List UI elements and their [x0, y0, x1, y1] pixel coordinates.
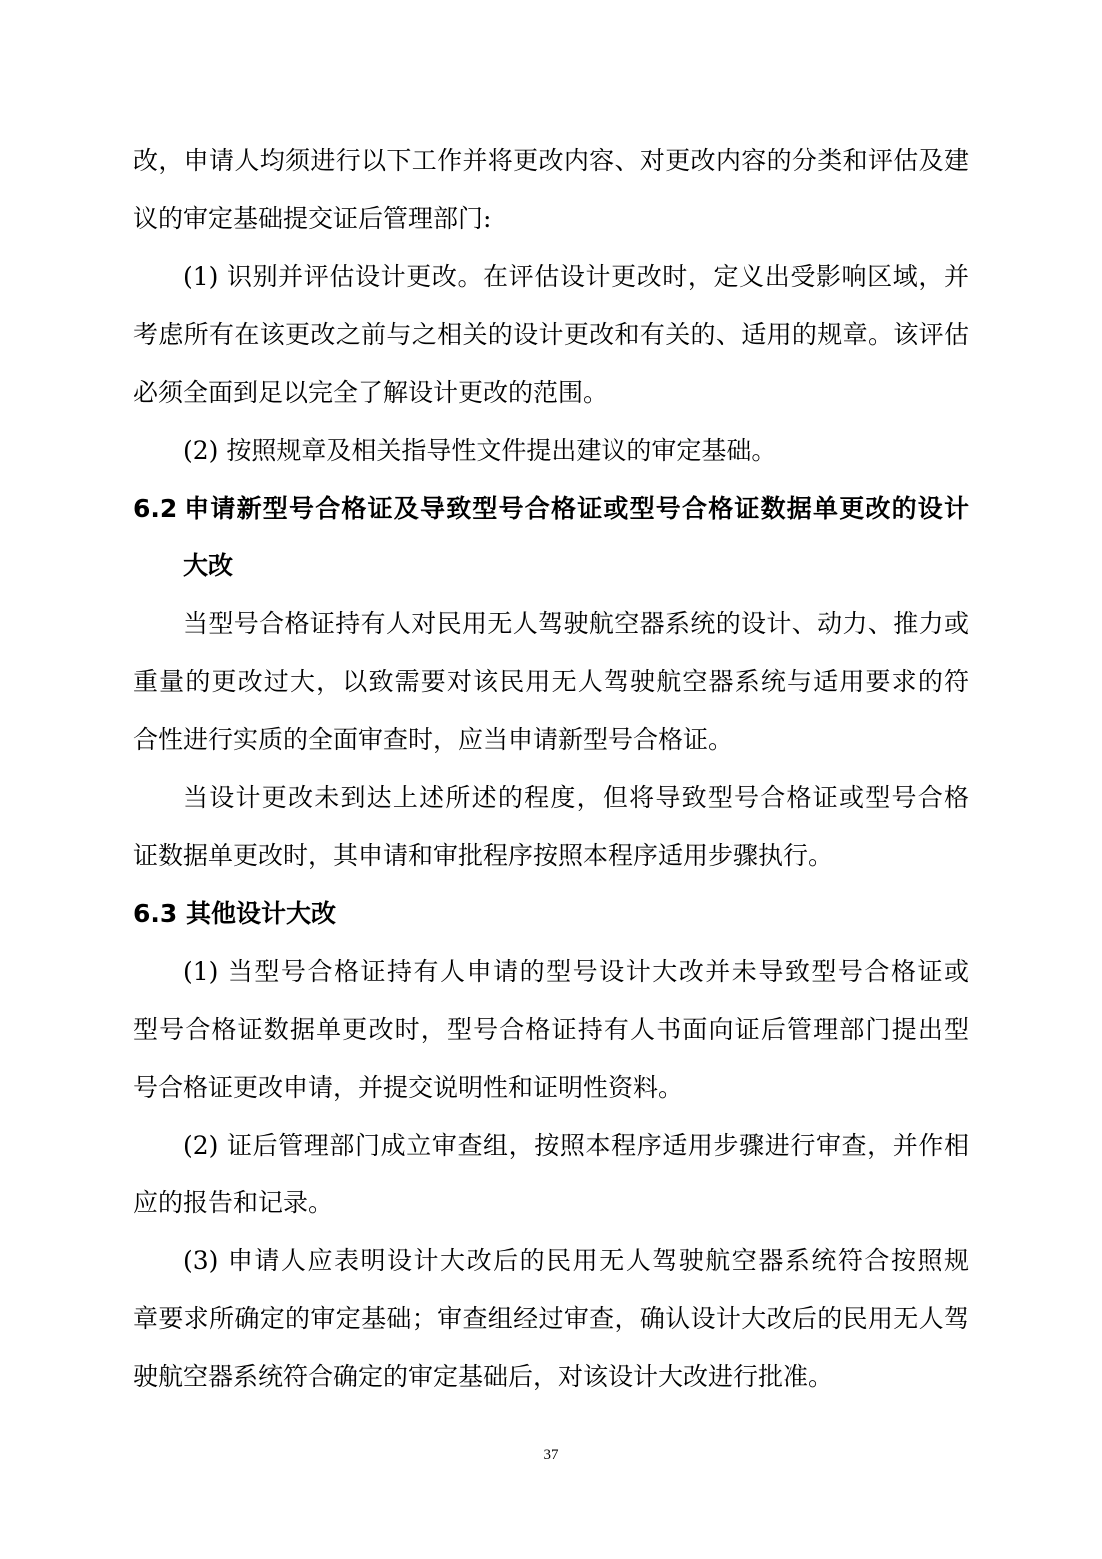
- paragraph-line: 驶航空器系统符合确定的审定基础后，对该设计大改进行批准。: [133, 1362, 834, 1391]
- paragraph-line: 证数据单更改时，其申请和审批程序按照本程序适用步骤执行。: [133, 841, 834, 870]
- paragraph-line: 合性进行实质的全面审查时，应当申请新型号合格证。: [133, 725, 734, 754]
- paragraph-line: 议的审定基础提交证后管理部门:: [133, 204, 492, 233]
- paragraph-line: 型号合格证数据单更改时，型号合格证持有人书面向证后管理部门提出型: [133, 1015, 969, 1044]
- section-heading-6-3: 6.3 其他设计大改: [133, 899, 336, 928]
- paragraph-line: 考虑所有在该更改之前与之相关的设计更改和有关的、适用的规章。该评估: [133, 320, 969, 349]
- section-number: 6.2: [133, 494, 178, 523]
- paragraph-line: 必须全面到足以完全了解设计更改的范围。: [133, 378, 609, 407]
- paragraph-line: 应的报告和记录。: [133, 1188, 334, 1217]
- page-number: 37: [543, 1447, 559, 1463]
- section-title: 申请新型号合格证及导致型号合格证或型号合格证数据单更改的设计: [183, 494, 969, 523]
- paragraph-line: 号合格证更改申请，并提交说明性和证明性资料。: [133, 1073, 684, 1102]
- paragraph-line: 改，申请人均须进行以下工作并将更改内容、对更改内容的分类和评估及建: [133, 146, 969, 175]
- paragraph-line: 重量的更改过大，以致需要对该民用无人驾驶航空器系统与适用要求的符: [133, 667, 969, 696]
- paragraph-line: 章要求所确定的审定基础；审查组经过审查，确认设计大改后的民用无人驾: [133, 1304, 969, 1333]
- section-heading-continuation: 大改: [183, 551, 234, 580]
- paragraph-line: 当设计更改未到达上述所述的程度，但将导致型号合格证或型号合格: [183, 783, 969, 812]
- paragraph-line: (2) 证后管理部门成立审查组，按照本程序适用步骤进行审查，并作相: [183, 1131, 969, 1160]
- paragraph-line: (1) 识别并评估设计更改。在评估设计更改时，定义出受影响区域，并: [183, 262, 969, 291]
- paragraph-line: (1) 当型号合格证持有人申请的型号设计大改并未导致型号合格证或: [183, 957, 969, 986]
- paragraph-line: (3) 申请人应表明设计大改后的民用无人驾驶航空器系统符合按照规: [183, 1246, 969, 1275]
- paragraph-line: 当型号合格证持有人对民用无人驾驶航空器系统的设计、动力、推力或: [183, 609, 969, 638]
- paragraph-line: (2) 按照规章及相关指导性文件提出建议的审定基础。: [183, 436, 777, 465]
- section-heading-6-2: [133, 492, 969, 526]
